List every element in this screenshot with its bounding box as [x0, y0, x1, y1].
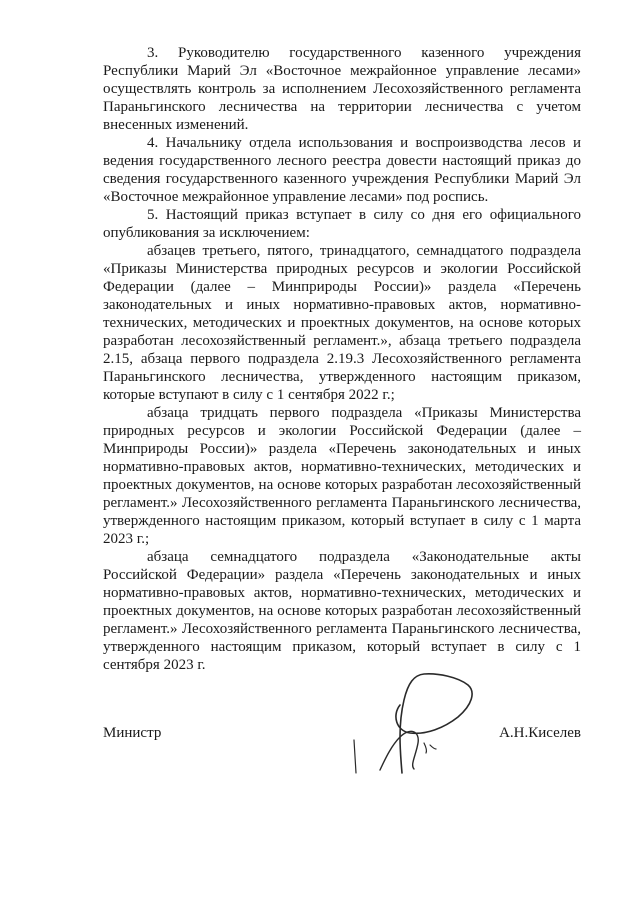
- paragraph-exception-2: абзаца тридцать первого подраздела «Приказы Министерства природных ресурсов и экологии Российской Федерации (далее – Минприроды России)» раздела «Перечень законодательных и иных нормативно-правовых актов, нормативно-технических, методических и проектных документов, на основе которых разработан лесохозяйственный регламент.» Лесохозяйственного регламента Параньгинского лесничества, утвержденного настоящим приказом, который вступает в силу с 1 марта 2023 г.;: [103, 405, 581, 547]
- paragraph-item-3: 3. Руководителю государственного казенного учреждения Республики Марий Эл «Восточное межрайонное управление лесами» осуществлять контроль за исполнением Лесохозяйственного регламента Параньгинского лесничества на территории лесничества с учетом внесенных изменений.: [103, 45, 581, 133]
- paragraph-item-4: 4. Начальнику отдела использования и воспроизводства лесов и ведения государственного лесного реестра довести настоящий приказ до сведения государственного казенного учреждения Республики Марий Эл «Восточное межрайонное управление лесами» под роспись.: [103, 135, 581, 205]
- document-body: [103, 44, 581, 674]
- paragraph-exception-3: абзаца семнадцатого подраздела «Законодательные акты Российской Федерации» раздела «Перечень законодательных и иных нормативно-правовых актов, нормативно-технических, методических и проектных документов, на основе которых разработан лесохозяйственный регламент.» Лесохозяйственного регламента Параньгинского лесничества, утвержденного настоящим приказом, который вступает в силу с 1 сентября 2023 г.: [103, 549, 581, 673]
- paragraph-item-5: 5. Настоящий приказ вступает в силу со дня его официального опубликования за исключением:: [103, 207, 581, 241]
- signatory-title: Министр: [103, 725, 162, 741]
- signatory-name: А.Н.Киселев: [499, 725, 581, 741]
- handwritten-signature-icon: [340, 665, 490, 780]
- paragraph-exception-1: абзацев третьего, пятого, тринадцатого, семнадцатого подраздела «Приказы Министерства природных ресурсов и экологии Российской Федерации (далее – Минприроды России)» раздела «Перечень законодательных и иных нормативно-правовых актов, нормативно-технических, методических и проектных документов, на основе которых разработан лесохозяйственный регламент.», абзаца третьего подраздела 2.15, абзаца первого подраздела 2.19.3 Лесохозяйственного регламента Параньгинского лесничества, утвержденного настоящим приказом, которые вступают в силу с 1 сентября 2022 г.;: [103, 243, 581, 403]
